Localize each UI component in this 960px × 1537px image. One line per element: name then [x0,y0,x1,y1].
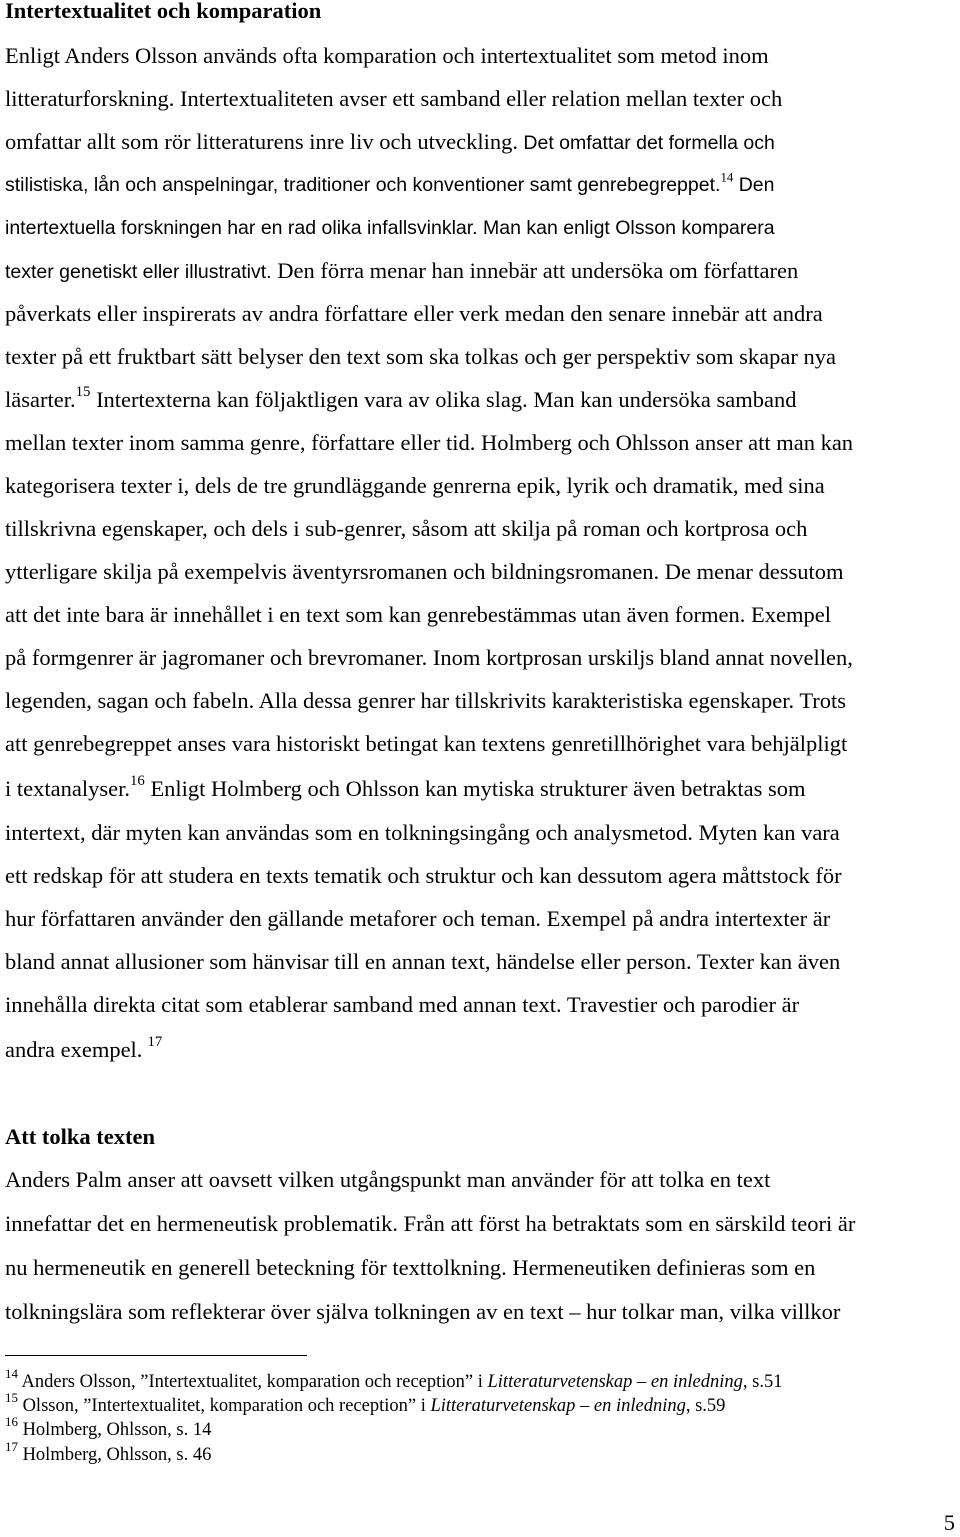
footnote-text: Olsson, ”Intertextualitet, komparation och reception” i [22,1396,431,1416]
body-line: intertext, där myten kan användas som en tolkningsingång och analysmetod. Myten kan vara [5,820,840,845]
text-run: Det omfattar det formella och [517,132,775,154]
text-run: Intertexterna kan följaktligen vara av olika slag. Man kan undersöka samband [90,387,797,412]
section-heading-intertextualitet: Intertextualitet och komparation [5,0,322,23]
body-line [5,1033,163,1064]
footnote-number: 16 [5,1413,18,1429]
body-line: att det inte bara är innehållet i en text som kan genrebestämmas utan även formen. Exempel [5,602,831,627]
footnote-ref-14: 14 [720,170,734,185]
footnote-ref-16: 16 [129,772,145,789]
footnote-text: , s.51 [742,1372,783,1392]
body-line: tillskrivna egenskaper, och dels i sub-genrer, såsom att skilja på roman och kortprosa och [5,516,808,541]
footnote-text: Holmberg, Ohlsson, s. 46 [22,1445,212,1465]
footnote-text: Holmberg, Ohlsson, s. 14 [22,1420,212,1440]
footnote-title: Litteraturvetenskap – en inledning [430,1396,686,1416]
body-line [5,171,775,199]
body-line: påverkats eller inspirerats av andra författare eller verk medan den senare innebär att andra [5,301,823,326]
body-line: kategorisera texter i, dels de tre grundläggande genrerna epik, lyrik och dramatik, med sina [5,473,825,498]
body-line: tolkningslära som reflekterar över själva tolkningen av en text – hur tolkar man, vilka villkor [5,1299,841,1324]
footnote-text: , s.59 [685,1396,726,1416]
footnote-ref-17: 17 [147,1033,163,1050]
body-line [5,128,775,157]
footnote-title: Litteraturvetenskap – en inledning [487,1372,743,1392]
body-line: innefattar det en hermeneutisk problematik. Från att först ha betraktats som en särskild teori är [5,1211,856,1236]
body-line [5,257,798,286]
body-line: ytterligare skilja på exempelvis äventyrsromanen och bildningsromanen. De menar dessutom [5,559,844,584]
body-line: hur författaren använder den gällande metaforer och teman. Exempel på andra intertexter är [5,906,831,931]
footnote-number: 15 [5,1389,18,1405]
section-heading-att-tolka-texten: Att tolka texten [5,1124,155,1149]
text-run: texter genetiskt eller illustrativt. [5,261,272,283]
text-run: stilistiska, lån och anspelningar, traditioner och konventioner samt genrebegreppet. [5,174,721,196]
text-run: i textanalyser. [5,776,130,801]
body-line: nu hermeneutik en generell beteckning för texttolkning. Hermeneutiken definieras som en [5,1255,816,1280]
body-line [5,383,797,414]
body-line: Anders Palm anser att oavsett vilken utgångspunkt man använder för att tolka en text [5,1167,771,1192]
page-number: 5 [943,1510,955,1535]
footnote-text: Anders Olsson, ”Intertextualitet, komparation och reception” i [21,1372,488,1392]
text-run: Enligt Holmberg och Ohlsson kan mytiska strukturer även betraktas som [144,776,806,801]
body-line: mellan texter inom samma genre, författare eller tid. Holmberg och Ohlsson anser att man kan [5,430,854,455]
footnote-17 [5,1438,212,1466]
body-line: att genrebegreppet anses vara historiskt betingat kan textens genretillhörighet vara behjälpligt [5,731,848,756]
body-line: intertextuella forskningen har en rad olika infallsvinklar. Man kan enligt Olsson komparera [5,217,775,239]
footnote-14 [5,1365,783,1393]
body-line: legenden, sagan och fabeln. Alla dessa genrer har tillskrivits karakteristiska egenskaper. Trots [5,688,847,713]
footnote-number: 17 [5,1438,18,1454]
footnote-number: 14 [5,1365,18,1381]
footnote-ref-15: 15 [75,383,91,400]
text-run: Den förra menar han innebär att undersöka om författaren [271,258,799,283]
body-line: på formgenrer är jagromaner och brevromaner. Inom kortprosan urskiljs bland annat novellen, [5,645,853,670]
body-line: innehålla direkta citat som etablerar samband med annan text. Travestier och parodier är [5,992,800,1017]
text-run: läsarter. [5,387,76,412]
body-line: texter på ett fruktbart sätt belyser den text som ska tolkas och ger perspektiv som skapar nya [5,344,837,369]
footnote-divider [5,1355,307,1356]
text-run: omfattar allt som rör litteraturens inre liv och utveckling. [5,129,518,154]
text-run: Den [733,174,775,196]
body-line: Enligt Anders Olsson används ofta komparation och intertextualitet som metod inom [5,43,769,68]
body-line: ett redskap för att studera en texts tematik och struktur och kan dessutom agera måttstock för [5,863,842,888]
text-run: andra exempel. [5,1037,143,1062]
body-line [5,772,806,803]
footnote-15 [5,1389,726,1417]
body-line: bland annat allusioner som hänvisar till en annan text, händelse eller person. Texter kan även [5,949,841,974]
footnote-16 [5,1413,212,1441]
body-line: litteraturforskning. Intertextualiteten avser ett samband eller relation mellan texter och [5,86,783,111]
